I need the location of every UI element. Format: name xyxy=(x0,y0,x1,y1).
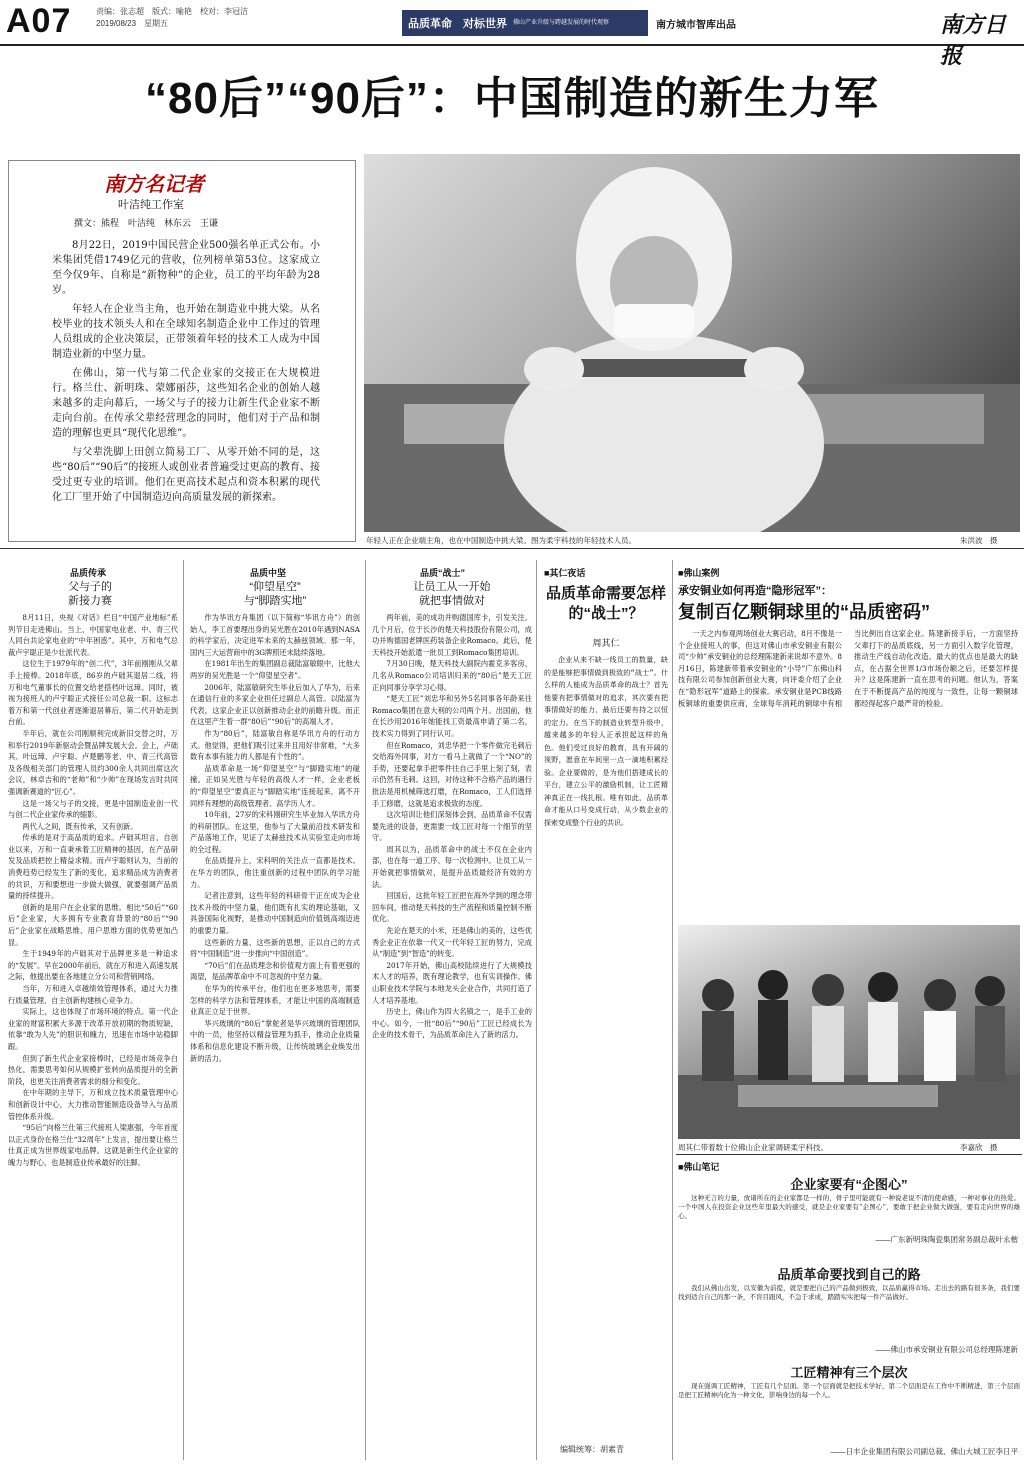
note-body xyxy=(678,1194,1020,1230)
column-subhead: “仰望星空” 与“脚踏实地” xyxy=(243,581,307,607)
studio-name: 叶洁纯工作室 xyxy=(118,199,184,211)
commentary-kicker: ■其仁夜话 xyxy=(544,568,586,578)
body-paragraph: 实际上，这也体现了市场环境的特点。第一代企业家的财富积累大多源于改革开放初期的物质短缺，依靠“敢为人先”的胆识和魄力，迅速在市场中站稳脚跟。 xyxy=(8,1007,178,1051)
column-kicker: 品质“战士” xyxy=(420,568,466,578)
column-kicker: 品质中坚 xyxy=(250,568,287,578)
body-paragraph: 记者注意到，这些年轻的科研骨干正在成为企业技术升级的中坚力量，他们既有扎实的理论基础，又具备国际化视野，是推动中国制造向价值链高端迈进的重要力量。 xyxy=(190,891,360,936)
body-paragraph: 在华为的传承平台，他们也在更多地思考，需要怎样的科学方法和管理体系，才能让中国的高端制造业真正立足于世界。 xyxy=(190,984,360,1017)
body-paragraph: 8月11日，央视《对话》栏目“中国产业地标”系列节目走进佛山。当上，中国家电业老、中、青三代人同台共论家电业的“中年困惑”。其中，万和电气总裁卢宇聪正是少壮派代表。 xyxy=(8,613,178,657)
body-paragraph: 回国后，这批年轻工匠把在海外学到的理念带回车间，推动楚天科技的生产流程和质量控制不断优化。 xyxy=(372,891,532,924)
body-paragraph: 品质革命是一场“仰望星空”与“脚踏实地”的碰撞。正如吴光胜与年轻的高级人才一样，企业老板的“仰望星空”要真正与“脚踏实地”连接起来，离不开同样有理想的高级管理者、高学历人才。 xyxy=(190,763,360,808)
intro-paragraph: 在佛山，第一代与第二代企业家的交接正在大规模进行。格兰仕、新明珠、蒙娜丽莎，这些知名企业的创始人越来越多的走向幕后，一场父与子的接力让新生代企业家不断走向台前。在传承父辈经营理念的同时，他们对于产品和制造的理解也更具“现代化思维”。 xyxy=(52,368,320,439)
body-paragraph: 这次培训让他们深刻体会到，品质革命不仅需要先进的设备，更需要一线工匠对每一个细节的坚守。 xyxy=(372,810,532,843)
meta-editors: 责编：张志超 版式：喻艳 校对：李冠洁 xyxy=(96,7,248,16)
body-paragraph: 传承的是对于高品质的追求。卢础其坦言，自创业以来，万和一直秉承着工匠精神的基因，在产品研发及品质把控上精益求精。而卢宇聪则认为，当前的消费趋势已经发生了新的变化，追求精品成为消费者的共识，万和要想进一步做大做强，就要强调产品质量的持续提升。 xyxy=(8,833,178,901)
note-title: 工匠精神有三个层次 xyxy=(790,1365,908,1380)
case-title: 复制百亿颗铜球里的“品质密码” xyxy=(678,602,930,622)
note-title: 企业家要有“企图心” xyxy=(790,1177,908,1192)
column-rule xyxy=(536,560,537,1460)
body-paragraph: 先论在楚天的小米，还是佛山的美的，这些优秀企业正在依靠一代又一代年轻工匠的努力，完成从“制造”到“智造”的转变。 xyxy=(372,926,532,959)
note-title: 品质革命要找到自己的路 xyxy=(777,1267,921,1282)
case-photo xyxy=(678,925,1020,1139)
body-paragraph: “70后”们在品质理念和价值观方面上有着更强的渴望，是品牌革命中不可忽视的中坚力量。 xyxy=(190,960,360,982)
body-paragraph: 作为“80后”，陆富敏自称是华讯方舟的行动方式。他觉得，把他们吸引过来并且用好非常难，“大多数有本事有能力的人都是有个性的”。 xyxy=(190,728,360,762)
commentary-body xyxy=(544,654,668,1434)
banner-title: 品质革命 对标世界 xyxy=(408,18,507,30)
body-paragraph: 作为华讯方舟集团（以下简称“华讯方舟”）的创始人，李工首要理出身的吴光胜在2010年遇到NASA的科学家后，决定进军未来的太赫兹领域。那一年，国内三大运营商中的3G牌照还未陆续落地。 xyxy=(190,613,360,657)
commentary-author: 周其仁 xyxy=(592,638,620,648)
body-paragraph: 当年，万和进入卓越绩效管理体系，通过大力推行质量管理、自主创新构建核心竞争力。 xyxy=(8,984,178,1005)
body-paragraph: 在1981年出生的集团副总裁陆富敏眼中，比他大两岁的吴光胜是一个“仰望星空者”。 xyxy=(190,659,360,680)
body-paragraph: 但在Romaco，刘忠华把一个零件做完毛刺后交给海外同事，对方一看马上就做了一个“NO”的手势，还要起拿手把零件往自己手里上刻了刻，表示仍然有毛刺。这回，对待这种不合格产品的遇行批法是用机械筛选打磨，在Romaco，工人们选择手工修磨，这就是追求极致的态度。 xyxy=(372,740,532,808)
body-paragraph: 7月30日晚，楚天科技大副院内霍克多客房，几名从Romaco公司培训归来的“80后”楚天工匠正向同事分享学习心得。 xyxy=(372,659,532,692)
body-paragraph: 但到了新生代企业家接棒时，已经是市场竞争白热化，需要思考如何从规模扩张转向品质提升的全新阶段，也更关注消费者需求的细分和变化。 xyxy=(8,1053,178,1086)
case-photo-credit: 李嘉欣 摄 xyxy=(960,1143,998,1152)
body-paragraph: “95后”向格兰仕第三代接班人梁惠强，今年首度以正式身份在格兰仕“32周年”上发言，提出要让格兰仕真正成为世界级家电品牌。这就是新生代企业家的魄力与野心，也是制造业传承最好的注脚。 xyxy=(8,1123,178,1167)
body-paragraph: 2006年，陆富敏研究生毕业后加入了华为，后来在通信行业的多家企业担任过副总人高管。以陆富为代表，这家企业正以创新推动企业的前瞻升级。而正在这里产生着一群“80后”“90后”的高端人才。 xyxy=(190,682,360,727)
body-paragraph: “楚天工匠”刘忠华和另外5名同事各年龄来往Romaco集团在意大利的公司两个月。出国前，他在长沙用2016年她能找工资最高申请了第二名，技术实力得到了同行认可。 xyxy=(372,694,532,738)
commentary-title: 品质革命需要怎样的“战士”？ xyxy=(545,585,666,622)
column-subhead: 让员工从一开始 就把事情做对 xyxy=(413,581,491,607)
body-paragraph: 这种无言的力量，放诸所在的企业家都是一样的，骨子里可能就有一种说老说不清的使命感，一种对事业的热爱。一个中国人在投资企业这些年里最大的感受，就是企业家要有“企图心”，要敢于把企业做大做强，要有走向世界的雄心。 xyxy=(678,1194,1020,1220)
group-visit-image xyxy=(678,925,1020,1139)
case-deck: 承安铜业如何再造“隐形冠军”： xyxy=(678,585,832,597)
body-paragraph: 10年前，27岁的宋科刚研究生毕业加入华讯方舟的科研团队。在这里，他参与了大量前沿技术研发和产品落地工作，见证了太赫兹技术从实验室走向市场的全过程。 xyxy=(190,810,360,854)
column-subhead: 父与子的 新接力赛 xyxy=(68,581,112,607)
lead-photo-caption: 年轻人正在企业端主角，也在中国制造中挑大梁。图为柔宇科技的年轻技术人员。 xyxy=(366,536,636,545)
section-divider xyxy=(676,1154,1022,1155)
body-paragraph: 我们从佛山出发，以安徽为前提，就是要把自己的产品做到极致，以品质赢得市场。走出去的路有很多条，我们要找到适合自己的那一条，不盲目跟风，不急于求成，踏踏实实把每一件产品做好。 xyxy=(678,1284,1020,1301)
body-paragraph: 现在强调工匠精神，工匠有几个层面。第一个层面就是把技术学好，第二个层面是在工作中不断精进，第三个层面是把工匠精神内化为一种文化，影响身边的每一个人。 xyxy=(678,1382,1020,1399)
meta-date: 2019/08/23 星期五 xyxy=(96,19,169,28)
body-paragraph: 这些新的力量、这些新的思想，正以自己的方式将“中国制造”进一步推向“中国创造”。 xyxy=(190,937,360,959)
newspaper-brand: 南方日报 xyxy=(940,12,1007,69)
body-paragraph: 两年前，美的成功并购德国库卡，引发关注。几个月后，位于长沙的楚天科技股份有限公司，成功并购德国老牌医药装备企业Romaco。此后，楚天科技开始派遣一批员工到Romaco集团培训。 xyxy=(372,613,532,657)
note-body xyxy=(678,1382,1020,1438)
body-paragraph: 在品质提升上，宋科明的关注点一直都是技术。在华方的团队，他注重创新的过程中团队的学习能力。 xyxy=(190,856,360,889)
note-body xyxy=(678,1284,1020,1338)
main-headline: “80后”“90后”：中国制造的新生力军 xyxy=(145,74,879,123)
banner-subtitle: 佛山产业升级与跨越发展的时代观察 xyxy=(513,19,610,26)
intro-paragraph: 8月22日，2019中国民营企业500强名单正式公布。小米集团凭借1749亿元的营收，位列榜单第53位。这家成立至今仅9年、自称是“新物种”的企业，员工的平均年龄为28岁。 xyxy=(52,240,320,296)
body-paragraph: 华兴玻璃的“80后”掌舵者是华兴玻璃的管理团队中的一员，他坚持以精益管理为抓手，推动企业质量体系和信息化建设不断升级，让传统玻璃企业焕发出新的活力。 xyxy=(190,1018,360,1063)
body-paragraph: 2017年开始，佛山高校陆续进行了大规模技术人才的培养，既有理论教学，也有实训操作。佛山职业技术学院与本地龙头企业合作，共同打造了人才培养基地。 xyxy=(372,960,532,1005)
column-logo: 南方名记者 xyxy=(104,172,204,196)
lead-photo-credit: 朱洪波 摄 xyxy=(960,536,998,545)
case-kicker: ■佛山案例 xyxy=(678,568,720,578)
intro-paragraph: 与父辈洗脚上田创立简易工厂、从零开始不同的是，这些“80后”“90后”的接班人或创业者普遍受过更高的教育、接受过更专业的培训。他们在更高技术起点和资本积累的现代化工厂里开始了中国制造迈向高质量发展的新探索。 xyxy=(52,447,320,503)
column-rule xyxy=(672,560,673,1460)
column-rule xyxy=(183,560,184,1460)
body-paragraph: 周其以为，品质革命中的战士不仅在企业内部，也在每一道工序、每一次检测中。让员工从一开始就把事情做对，是提升品质最经济有效的方法。 xyxy=(372,844,532,889)
note-credit: ——佛山市承安铜业有限公司总经理陈建新 xyxy=(875,1345,1018,1354)
column-body xyxy=(372,612,532,1457)
think-tank-label: 南方城市智库出品 xyxy=(656,20,736,31)
body-paragraph: 生于1949年的卢础其对于品牌更多是一种追求的“发展”。早在2000年前后，就在万和进入高速发展之际，他提出要在各地建立分公司和营销网络。 xyxy=(8,949,178,982)
body-paragraph: 半年后，就在公司刚顺利完成新旧交替之时，万和举行2019年新驱动会暨品牌发展大会。会上，卢础其、叶远璋、卢宇聪、卢楚鹏等老、中、青三代高管及各级相关部门的管理人员约300余人共同出席这次会议，林卓吉和的“老帅”和“少帅”在现场发言时共同强调新赛道的“匠心”。 xyxy=(8,728,178,796)
note-credit: ——广东新明珠陶瓷集团常务副总裁叶永楷 xyxy=(875,1235,1018,1244)
body-paragraph: 在中年期的主导下，万和成立技术质量管理中心和创新设计中心，大力推动智能制造设备导入与品质管控体系升级。 xyxy=(8,1088,178,1121)
column-body xyxy=(190,612,360,1457)
column-body xyxy=(8,612,178,1457)
body-paragraph: 企业从来不缺一线员工的数量，缺的是能够把事情做到极致的“战士”。什么样的人能成为品质革命的战士？首先他要有把事情做对的追求，其次要有把事情做好的能力，最后还要有持之以恒的定力。在当下的制造业转型升级中，越来越多的年轻人正承担起这样的角色。他们受过良好的教育，具有开阔的视野，愿意在车间里一点一滴地积累经验。企业要做的，是为他们搭建成长的平台，建立公平的激励机制，让工匠精神真正在一线扎根。唯有如此，品质革命才能从口号变成行动，从少数企业的探索变成整个行业的共识。 xyxy=(544,656,668,827)
section-divider xyxy=(0,548,1024,549)
body-paragraph: 创新的是用户在企业家的思维。相比“50后”“60后”企业家，大多拥有专业教育背景的“80后”“90后”企业家在战略思维、用户思维方面的优势更加凸显。 xyxy=(8,902,178,947)
editor-credit: 编辑统筹：胡素青 xyxy=(560,1445,624,1454)
column-kicker: 品质传承 xyxy=(70,568,107,578)
body-paragraph: 历史上，佛山作为四大名镇之一，是手工业的中心。如今，一批“80后”“90后”工匠已经成长为企业的技术骨干，为品质革命注入了新的活力。 xyxy=(372,1007,532,1040)
lead-photo xyxy=(364,154,1020,532)
case-body xyxy=(678,628,1018,918)
column-rule xyxy=(365,560,366,1460)
body-paragraph: 这是一场父与子的交接，更是中国制造业创一代与创二代企业家传承的缩影。 xyxy=(8,798,178,820)
body-paragraph: 两代人之间，既有传承，又有创新。 xyxy=(22,821,138,831)
page-number: A07 xyxy=(6,2,72,40)
notes-kicker: ■佛山笔记 xyxy=(678,1162,720,1172)
series-banner xyxy=(402,10,648,36)
cleanroom-worker-image xyxy=(364,154,1020,532)
intro-paragraph: 年轻人在企业当主角，也开始在制造业中挑大梁。从名校毕业的技术领头人和在全球知名制造企业中工作过的管理人员组成的企业决策层，正带领着年轻的技术工人成为中国制造业新的中坚力量。 xyxy=(52,304,320,360)
page-meta xyxy=(96,6,248,30)
byline: 撰文：熊程 叶洁纯 林东云 王谦 xyxy=(74,218,219,228)
intro-text xyxy=(52,238,320,509)
body-paragraph: 这位生于1979年的“创二代”，3年前刚刚从父辈手上接棒。2018年底，86岁的卢础其退居二线，将万和电气董事长的位置交给老搭档叶远璋。同时，被视为接班人的卢宇聪正式接任公司总裁一职。这标志着万和第一代创业者逐渐退居幕后，第二代开始走到台前。 xyxy=(8,659,178,727)
body-paragraph: 一天之内参观两场创业大赛启动，8月不像是一个企业接班人的事，但这对佛山市承安铜业有限公司“少帅”承安铜业的总经理陈建新来说却不意外。8月16日，陈建新带着承安铜业的“小导”广东佛山科技有限公司参加创新创业大赛，向评委介绍了企业在“隐形冠军”道路上的探索。承安铜业是PCB线路板铜球的重要供应商，全球每年消耗的铜球中有相当比例出自这家企业。陈建新接手后，一方面坚持父辈打下的品质底线，另一方面引入数字化管理，推动生产线自动化改造。最大的优点也是最大的缺点，在占据全世界1/3市场份额之后，还要怎样提升？这是陈建新一直在思考的问题。他认为，答案在于不断提高产品的纯度与一致性，让每一颗铜球都经得起客户最严苛的检验。 xyxy=(678,629,1018,708)
case-photo-caption: 周其仁带着数十位佛山企业家调研柔宇科技。 xyxy=(678,1143,828,1152)
note-credit: ——日丰企业集团有限公司副总裁、佛山大城工匠李日平 xyxy=(830,1447,1018,1456)
